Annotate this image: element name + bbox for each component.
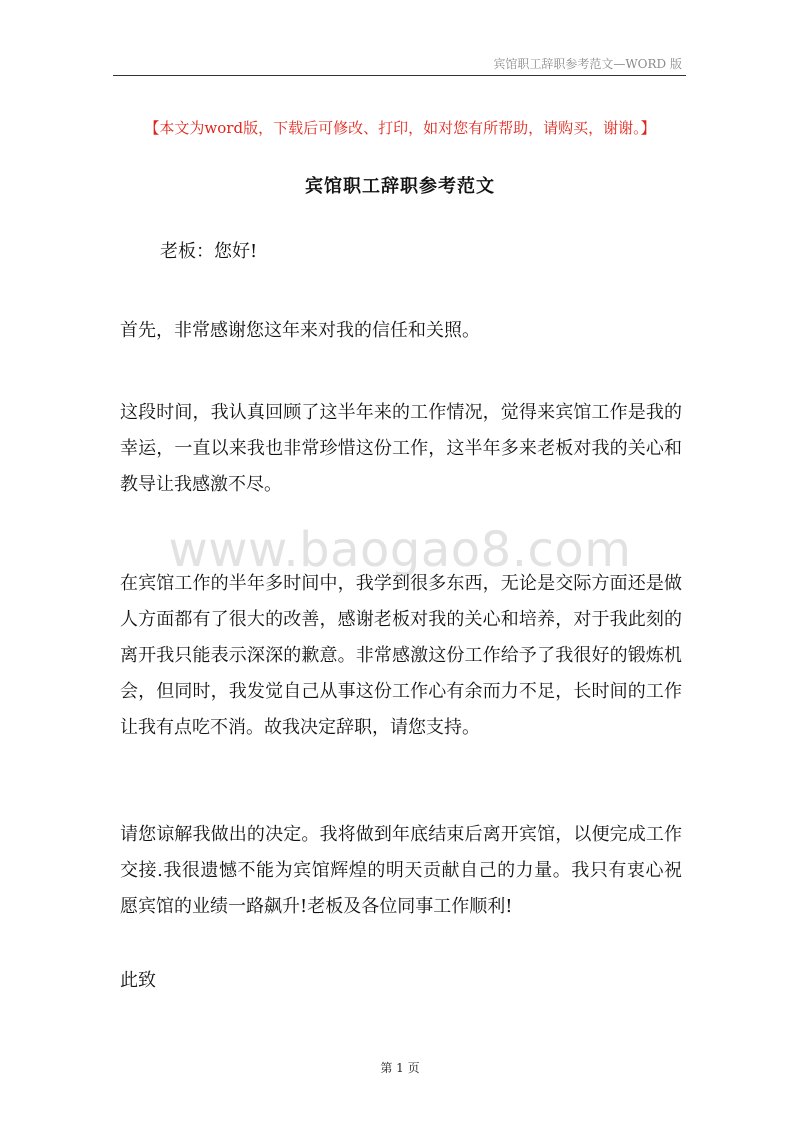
closing: 此致 (120, 970, 156, 991)
paragraph-4: 请您谅解我做出的决定。我将做到年底结束后离开宾馆，以便完成工作交接.我很遗憾不能为宾馆辉煌的明天贡献自己的力量。我只有衷心祝愿宾馆的业绩一路飙升!老板及各位同事工作顺利! (120, 824, 682, 917)
watermark: www.baogao8.com (168, 522, 632, 578)
page-header-title: 宾馆职工辞职参考范文—WORD 版 (493, 57, 682, 71)
purchase-notice: 【本文为word版，下载后可修改、打印，如对您有所帮助，请购买，谢谢。】 (144, 119, 656, 137)
header-divider (113, 75, 686, 76)
paragraph-3: 在宾馆工作的半年多时间中，我学到很多东西，无论是交际方面还是做人方面都有了很大的改善，感谢老板对我的关心和培养，对于我此刻的离开我只能表示深深的歉意。非常感激这份工作给予了我很好的锻炼机会，但同时，我发觉自己从事这份工作心有余而力不足，长时间的工作让我有点吃不消。故我决定辞职，请您支持。 (120, 573, 682, 738)
paragraph-2: 这段时间，我认真回顾了这半年来的工作情况，觉得来宾馆工作是我的幸运，一直以来我也非常珍惜这份工作，这半年多来老板对我的关心和教导让我感激不尽。 (120, 402, 682, 495)
page-number: 第 1 页 (380, 1061, 420, 1075)
document-title: 宾馆职工辞职参考范文 (305, 176, 495, 197)
paragraph-1: 首先，非常感谢您这年来对我的信任和关照。 (120, 320, 480, 341)
salutation: 老板：您好! (160, 241, 258, 262)
